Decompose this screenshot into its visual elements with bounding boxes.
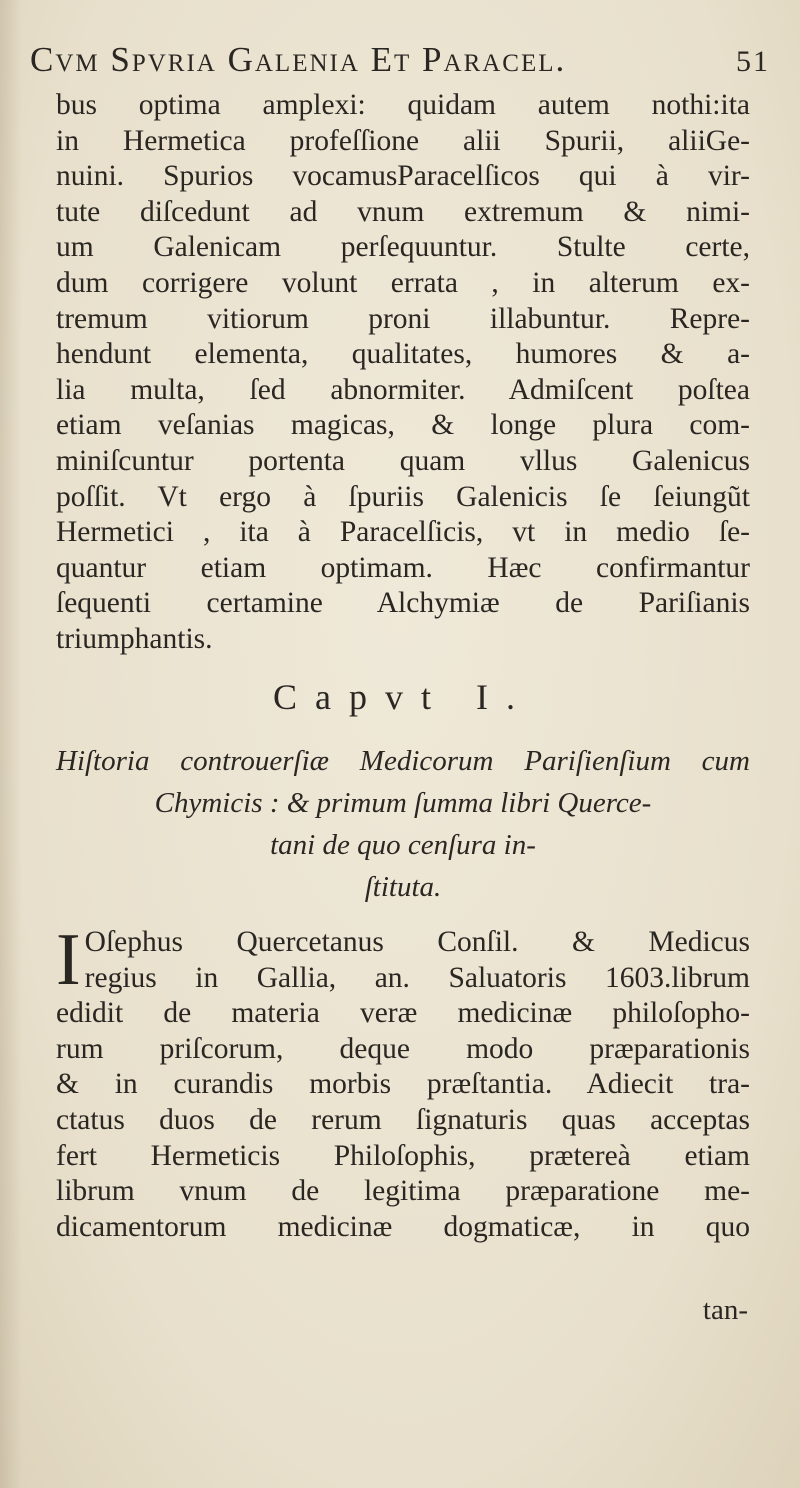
text-line: etiam veſanias magicas, & longe plura com- xyxy=(56,409,750,442)
text-line: Hermetici , ita à Paracelſicis, vt in medio ſe- xyxy=(56,516,750,549)
running-head-title: Cvm Spvria Galenia Et Paracel. xyxy=(30,40,567,79)
gutter-shadow xyxy=(0,0,22,1488)
text-line: dum corrigere volunt errata , in alterum ex- xyxy=(56,266,750,299)
text-line: lia multa, ſed abnormiter. Admiſcent poſtea xyxy=(56,373,750,406)
text-line: bus optima amplexi: quidam autem nothi:ita xyxy=(56,89,750,121)
text-line: quantur etiam optimam. Hæc confirmantur xyxy=(56,551,750,584)
page-number: 51 xyxy=(736,45,770,78)
text-line: rum priſcorum, deque modo præparationis xyxy=(56,1032,750,1065)
text-line: tute diſcedunt ad vnum extremum & nimi- xyxy=(56,195,750,228)
chapter-heading: Capvt I. xyxy=(273,677,533,717)
drop-cap: I xyxy=(56,919,81,1001)
text-line: ctatus duos de rerum ſignaturis quas acceptas xyxy=(56,1103,750,1136)
text-line: edidit de materia veræ medicinæ philoſopho- xyxy=(56,997,750,1030)
text-line: in Hermetica profeſſione alii Spurii, aliiGe- xyxy=(56,124,750,157)
text-line: triumphantis. xyxy=(56,622,213,655)
text-line: um Galenicam perſequuntur. Stulte certe, xyxy=(56,231,750,264)
catchword: tan- xyxy=(702,1294,748,1326)
summary-line: tani de quo cenſura in- xyxy=(270,829,536,861)
summary-line: Hiſtoria controuerſiæ Medicorum Pariſienſium cum xyxy=(56,745,750,777)
text-line: fert Hermeticis Philoſophis, prætereà etiam xyxy=(56,1139,750,1172)
text-line: miniſcuntur portenta quam vllus Galenicus xyxy=(56,444,750,477)
summary-line: ſtituta. xyxy=(364,871,442,903)
text-line: regius in Gallia, an. Saluatoris 1603.librum xyxy=(84,961,750,994)
text-line: ſequenti certamine Alchymiæ de Pariſianis xyxy=(56,587,750,620)
text-line: poſſit. Vt ergo à ſpuriis Galenicis ſe ſeiungũt xyxy=(56,480,750,513)
chapter-summary xyxy=(56,740,750,908)
text-line: nuini. Spurios vocamusParacelſicos qui à vir- xyxy=(56,160,750,193)
text-line: tremum vitiorum proni illabuntur. Repre- xyxy=(56,302,750,335)
text-line: dicamentorum medicinæ dogmaticæ, in quo xyxy=(56,1210,750,1243)
text-line: Oſephus Quercetanus Conſil. & Medicus xyxy=(84,926,750,958)
text-line: librum vnum de legitima præparatione me- xyxy=(56,1175,750,1208)
paragraph-2 xyxy=(56,919,750,1245)
text-line: hendunt elementa, qualitates, humores & a- xyxy=(56,338,750,371)
summary-line: Chymicis : & primum ſumma libri Querce- xyxy=(154,787,652,819)
text-line: & in curandis morbis præſtantia. Adiecit tra- xyxy=(56,1068,750,1101)
running-head xyxy=(30,40,770,80)
paragraph-1 xyxy=(56,88,750,658)
